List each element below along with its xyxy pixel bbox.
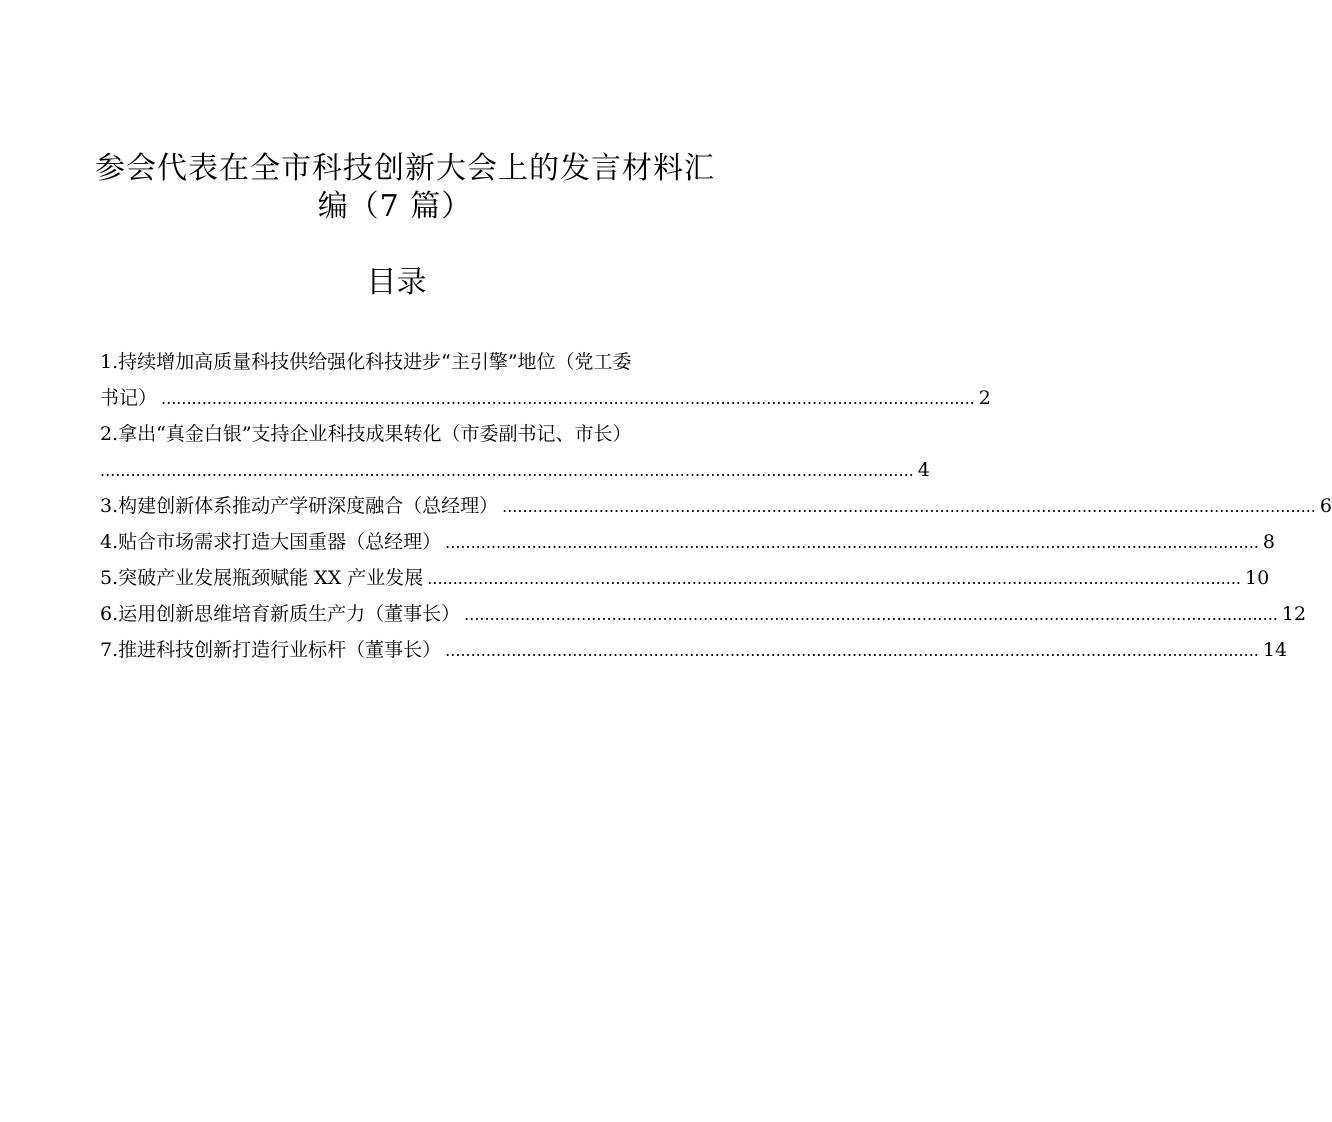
- toc-entry-4[interactable]: [100, 524, 1275, 560]
- toc-page-number: 4: [917, 459, 930, 481]
- toc-entry-title-cont: 书记）: [100, 387, 158, 409]
- table-of-contents: [100, 344, 1332, 668]
- toc-entry-title: 2.拿出“真金白银”支持企业科技成果转化（市委副书记、市长）: [100, 423, 632, 445]
- toc-leader-dots: ................................................................................................................................................................: [502, 497, 1316, 516]
- toc-leader-dots: ................................................................................................................................................................: [464, 605, 1278, 624]
- toc-leader-dots: ................................................................................................................................................................: [100, 461, 914, 480]
- toc-leader-dots: ................................................................................................................................................................: [161, 389, 975, 408]
- toc-page-number: 6: [1319, 495, 1332, 517]
- toc-entry-title: 6.运用创新思维培育新质生产力（董事长）: [100, 603, 461, 625]
- toc-page-number: 8: [1262, 531, 1275, 553]
- toc-entry-4-line: [100, 524, 1275, 560]
- title-line-2: 编（7 篇）: [317, 189, 473, 224]
- toc-heading: 目录: [366, 265, 427, 300]
- toc-entry-title: 3.构建创新体系推动产学研深度融合（总经理）: [100, 495, 499, 517]
- title-line-1: 参会代表在全市科技创新大会上的发言材料汇: [95, 151, 715, 186]
- toc-entry-title: 4.贴合市场需求打造大国重器（总经理）: [100, 531, 442, 553]
- toc-entry-6[interactable]: [100, 596, 1307, 632]
- toc-page-number: 12: [1281, 603, 1307, 625]
- toc-leader-dots: ................................................................................................................................................................: [445, 533, 1259, 552]
- toc-entry-7-line: [100, 632, 1288, 668]
- toc-page-number: 10: [1245, 567, 1270, 589]
- toc-leader-dots: ................................................................................................................................................................: [427, 569, 1242, 588]
- toc-entry-3[interactable]: [100, 488, 1332, 524]
- toc-page-number: 14: [1262, 639, 1288, 661]
- toc-entry-1-line-1: [100, 344, 660, 380]
- toc-entry-5-line: [100, 560, 1270, 596]
- toc-entry-2-line-2: [100, 452, 930, 488]
- toc-entry-6-line: [100, 596, 1307, 632]
- toc-entry-1-line-2: [100, 380, 991, 416]
- toc-entry-title: 7.推进科技创新打造行业标杆（董事长）: [100, 639, 442, 661]
- toc-page-number: 2: [978, 387, 991, 409]
- toc-entry-2[interactable]: [100, 416, 930, 488]
- toc-entry-title: 1.持续增加高质量科技供给强化科技进步“主引擎”地位（党工委: [100, 351, 632, 373]
- toc-entry-3-line: [100, 488, 1332, 524]
- toc-entry-7[interactable]: [100, 632, 1288, 668]
- toc-leader-dots: ................................................................................................................................................................: [445, 641, 1259, 660]
- document-title: [95, 150, 715, 226]
- toc-entry-1[interactable]: [100, 344, 991, 416]
- toc-entry-5[interactable]: [100, 560, 1270, 596]
- toc-entry-2-line-1: [100, 416, 660, 452]
- toc-entry-title: 5.突破产业发展瓶颈赋能 XX 产业发展: [100, 567, 424, 589]
